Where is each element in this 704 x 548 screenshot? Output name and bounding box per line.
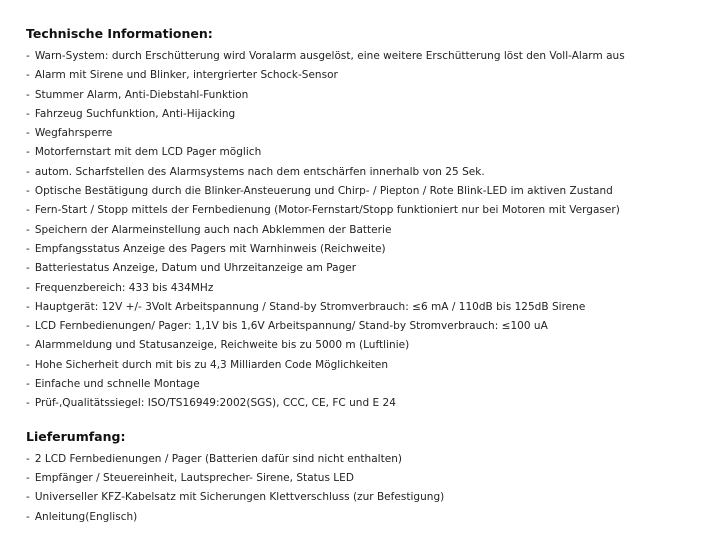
list-item — [26, 336, 698, 355]
list-bullet: - — [26, 510, 30, 523]
list-bullet: - — [26, 339, 30, 352]
list-item — [26, 317, 698, 336]
list-bullet: - — [26, 88, 30, 101]
list-bullet: - — [26, 50, 30, 62]
delivery-scope-list — [26, 450, 698, 527]
list-item-text: Universeller KFZ-Kabelsatz mit Sicherungen Klettverschluss (zur Befestigung) — [34, 491, 445, 504]
list-item — [26, 105, 698, 124]
list-item-text: Wegfahrsperre — [34, 127, 113, 140]
list-item-text: Motorfernstart mit dem LCD Pager möglich — [34, 146, 262, 159]
list-item — [26, 356, 698, 375]
list-bullet: - — [26, 452, 30, 465]
list-item-text: Alarmmeldung und Statusanzeige, Reichweite bis zu 5000 m (Luftlinie) — [34, 339, 410, 352]
list-item — [26, 508, 698, 527]
list-item — [26, 240, 698, 259]
product-description — [26, 26, 698, 527]
list-item-text: Optische Bestätigung durch die Blinker-Ansteuerung und Chirp- / Piepton / Rote Blink-LED im aktiven Zustand — [34, 185, 613, 198]
list-item — [26, 375, 698, 394]
list-item — [26, 124, 698, 143]
list-bullet: - — [26, 185, 30, 198]
list-bullet: - — [26, 358, 30, 371]
list-item-text: Batteriestatus Anzeige, Datum und Uhrzeitanzeige am Pager — [34, 262, 357, 275]
list-bullet: - — [26, 127, 30, 140]
list-item-text: Warn-System: durch Erschütterung wird Voralarm ausgelöst, eine weitere Erschütterung löst den Voll-Alarm aus — [34, 50, 625, 62]
list-item — [26, 66, 698, 85]
delivery-scope-heading: Lieferumfang: — [26, 428, 126, 444]
list-item-text: LCD Fernbedienungen/ Pager: 1,1V bis 1,6V Arbeitspannung/ Stand-by Stromverbrauch: ≤100 uA — [34, 320, 548, 333]
list-bullet: - — [26, 378, 30, 391]
list-bullet: - — [26, 146, 30, 159]
list-bullet: - — [26, 397, 30, 410]
list-item-text: Fahrzeug Suchfunktion, Anti-Hijacking — [34, 107, 236, 120]
list-item — [26, 86, 698, 105]
list-item-text: Fern-Start / Stopp mittels der Fernbedienung (Motor-Fernstart/Stopp funktioniert nur bei Motoren mit Vergaser) — [34, 204, 620, 217]
list-item-text: Hohe Sicherheit durch mit bis zu 4,3 Milliarden Code Möglichkeiten — [34, 358, 389, 371]
list-item-text: Hauptgerät: 12V +/- 3Volt Arbeitspannung / Stand-by Stromverbrauch: ≤6 mA / 110dB bis 125dB Sirene — [34, 300, 586, 313]
list-bullet: - — [26, 223, 30, 236]
technical-info-list — [26, 47, 698, 414]
list-item — [26, 450, 698, 469]
list-bullet: - — [26, 471, 30, 484]
list-bullet: - — [26, 281, 30, 294]
list-bullet: - — [26, 262, 30, 275]
list-item — [26, 143, 698, 162]
list-item-text: Anleitung(Englisch) — [34, 510, 138, 523]
list-item-text: 2 LCD Fernbedienungen / Pager (Batterien dafür sind nicht enthalten) — [34, 452, 402, 465]
list-bullet: - — [26, 107, 30, 120]
list-item — [26, 259, 698, 278]
list-item — [26, 47, 698, 66]
list-bullet: - — [26, 320, 30, 333]
list-item — [26, 279, 698, 298]
technical-info-heading: Technische Informationen: — [26, 26, 213, 41]
list-item — [26, 182, 698, 201]
list-bullet: - — [26, 165, 30, 178]
list-item — [26, 201, 698, 220]
list-item — [26, 488, 698, 507]
list-bullet: - — [26, 204, 30, 217]
list-item-text: Stummer Alarm, Anti-Diebstahl-Funktion — [34, 88, 249, 101]
list-bullet: - — [26, 69, 30, 82]
list-item-text: Alarm mit Sirene und Blinker, intergrierter Schock-Sensor — [34, 69, 338, 82]
list-item — [26, 298, 698, 317]
list-item-text: Einfache und schnelle Montage — [34, 378, 200, 391]
list-item — [26, 394, 698, 413]
list-item-text: Frequenzbereich: 433 bis 434MHz — [34, 281, 214, 294]
list-item — [26, 469, 698, 488]
list-item-text: Prüf-,Qualitätssiegel: ISO/TS16949:2002(SGS), CCC, CE, FC und E 24 — [34, 397, 396, 410]
list-bullet: - — [26, 242, 30, 255]
list-item-text: Speichern der Alarmeinstellung auch nach Abklemmen der Batterie — [34, 223, 392, 236]
list-item-text: Empfänger / Steuereinheit, Lautsprecher- Sirene, Status LED — [34, 471, 354, 484]
list-item — [26, 163, 698, 182]
list-item-text: autom. Scharfstellen des Alarmsystems nach dem entschärfen innerhalb von 25 Sek. — [34, 165, 485, 178]
list-bullet: - — [26, 491, 30, 504]
list-bullet: - — [26, 300, 30, 313]
list-item-text: Empfangsstatus Anzeige des Pagers mit Warnhinweis (Reichweite) — [34, 242, 386, 255]
list-item — [26, 221, 698, 240]
